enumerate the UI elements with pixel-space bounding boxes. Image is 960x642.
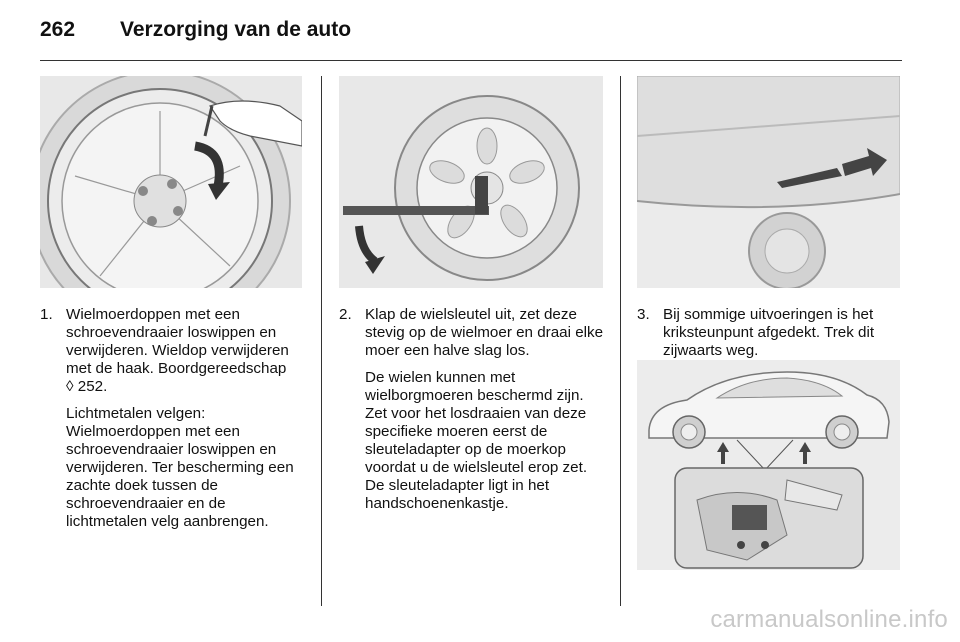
figure-jack-point-cover (637, 76, 900, 288)
step-text: Klap de wielsleutel uit, zet deze stevig op de wielmoer en draai elke moer een halve slag los. (365, 306, 604, 359)
header-rule (40, 60, 902, 61)
figure-wheel-cap-removal (40, 76, 302, 288)
column-2-text (339, 306, 605, 513)
page-ref-arrow-icon: ◊ (66, 378, 74, 395)
step-1 (40, 306, 306, 396)
figure-car-jack-points (637, 360, 900, 570)
column-3-text (637, 306, 903, 360)
page-number: 262 (40, 18, 76, 41)
page-header (40, 16, 910, 56)
step-3 (637, 306, 903, 360)
figure-wheel-wrench (339, 76, 603, 288)
column-divider-2 (620, 76, 621, 606)
step-number: 3. (637, 306, 650, 323)
watermark: carmanualsonline.info (710, 606, 948, 633)
page-ref-number: 252. (77, 378, 108, 395)
page-reference[interactable] (66, 378, 107, 395)
step-text: Wielmoerdoppen met een schroevendraaier loswippen en verwijderen. Wieldop verwijderen met de haak. Boordgereedschap (66, 306, 289, 377)
step-text: Bij sommige uitvoeringen is het kriksteunpunt afgedekt. Trek dit zijwaarts weg. (663, 306, 875, 359)
step-2 (339, 306, 605, 360)
column-divider-1 (321, 76, 322, 606)
step-2-note: De wielen kunnen met wielborgmoeren beschermd zijn. Zet voor het losdraaien van deze specifieke moeren eerst de sleuteladapter op de moerkop voordat u de wielsleutel erop zet. De sleuteladapter ligt in het handschoenenkastje. (365, 369, 588, 512)
column-1-text (40, 306, 306, 531)
step-1-note: Lichtmetalen velgen: Wielmoerdoppen met een schroevendraaier loswippen en verwijderen. Ter bescherming een zachte doek tussen de schroevendraaier en de lichtmetalen velg aanbrengen. (66, 405, 294, 530)
step-number: 2. (339, 306, 352, 323)
step-number: 1. (40, 306, 53, 323)
page-title: Verzorging van de auto (120, 18, 352, 41)
